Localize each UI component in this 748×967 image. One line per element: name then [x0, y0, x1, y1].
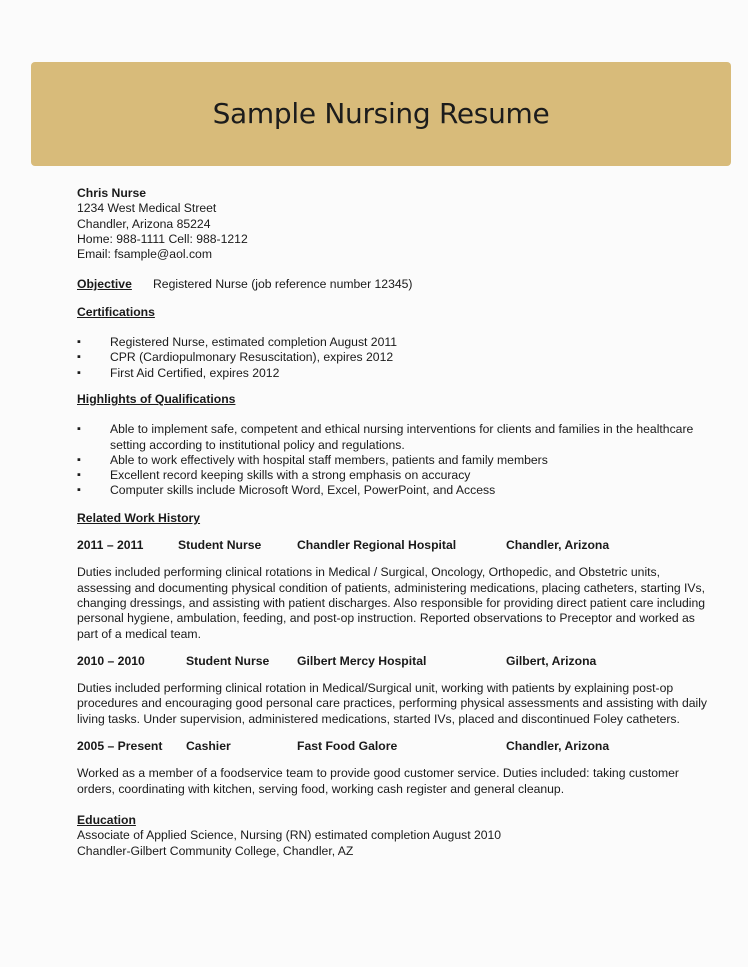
qualifications-list — [77, 422, 717, 498]
certifications-list — [77, 335, 717, 381]
qualifications-heading: Highlights of Qualifications — [77, 391, 236, 406]
job-location: Gilbert, Arizona — [506, 653, 597, 668]
job-position: Student Nurse — [178, 538, 262, 553]
contact-phone: Home: 988-1111 Cell: 988-1212 — [77, 231, 248, 246]
list-item: ▪ First Aid Certified, expires 2012 — [77, 366, 717, 381]
job-dates: 2005 – Present — [77, 739, 163, 754]
education-heading: Education — [77, 812, 136, 827]
objective-text: Registered Nurse (job reference number 12345) — [153, 277, 413, 292]
contact-street: 1234 West Medical Street — [77, 201, 217, 216]
job-header — [77, 654, 717, 669]
objective-row — [77, 277, 717, 292]
job-dates: 2010 – 2010 — [77, 653, 145, 668]
job-dates: 2011 – 2011 — [77, 538, 144, 553]
resume-body — [77, 186, 717, 859]
contact-email: Email: fsample@aol.com — [77, 247, 212, 262]
job-position: Student Nurse — [186, 653, 270, 668]
job-employer: Gilbert Mercy Hospital — [297, 653, 427, 668]
job-employer: Fast Food Galore — [297, 739, 398, 754]
job-position: Cashier — [186, 739, 231, 754]
education-school: Chandler-Gilbert Community College, Chandler, AZ — [77, 843, 354, 858]
list-item: ▪ Excellent record keeping skills with a strong emphasis on accuracy — [77, 468, 717, 483]
job-header — [77, 739, 717, 754]
list-item: ▪ Able to implement safe, competent and ethical nursing interventions for clients and families in the healthcare setting according to institutional policy and regulations. — [77, 422, 717, 453]
contact-city: Chandler, Arizona 85224 — [77, 216, 211, 231]
job-location: Chandler, Arizona — [506, 538, 610, 553]
job-header — [77, 538, 717, 553]
list-item: ▪ CPR (Cardiopulmonary Resuscitation), expires 2012 — [77, 350, 717, 365]
objective-heading: Objective — [77, 277, 132, 292]
list-item: ▪ Computer skills include Microsoft Word, Excel, PowerPoint, and Access — [77, 483, 717, 498]
contact-name: Chris Nurse — [77, 186, 147, 200]
title-banner — [31, 62, 731, 166]
job-description: Worked as a member of a foodservice team to provide good customer service. Duties included: taking customer orders, coordinating with kitchen, serving food, working cash register and general cleanup. — [77, 766, 679, 796]
page-title: Sample Nursing Resume — [212, 97, 550, 130]
list-item: ▪ Able to work effectively with hospital staff members, patients and family members — [77, 453, 717, 468]
job-employer: Chandler Regional Hospital — [297, 538, 457, 553]
contact-block — [77, 186, 717, 262]
work-history-heading: Related Work History — [77, 510, 201, 525]
education-degree: Associate of Applied Science, Nursing (RN) estimated completion August 2010 — [77, 828, 502, 843]
job-description: Duties included performing clinical rotations in Medical / Surgical, Oncology, Orthopedic, and Obstetric units, assessing and documenting physical condition of patients, administering medications, placing catheters, starting IVs, changing dressings, and assisting with patient discharges. Also responsible for providing direct patient care including personal hygiene, ambulation, feeding, and post-op instruction. Reported observations to Preceptor and worked as part of a medical team. — [77, 565, 706, 641]
list-item: ▪ Registered Nurse, estimated completion August 2011 — [77, 335, 717, 350]
job-location: Chandler, Arizona — [506, 739, 610, 754]
certifications-heading: Certifications — [77, 304, 155, 319]
job-description: Duties included performing clinical rotation in Medical/Surgical unit, working with patients by explaining post-op procedures and encouraging good personal care practices, performing physical assessments and assisting with daily living tasks. Under supervision, administered medications, started IVs, placed and discontinued Foley catheters. — [77, 681, 708, 726]
